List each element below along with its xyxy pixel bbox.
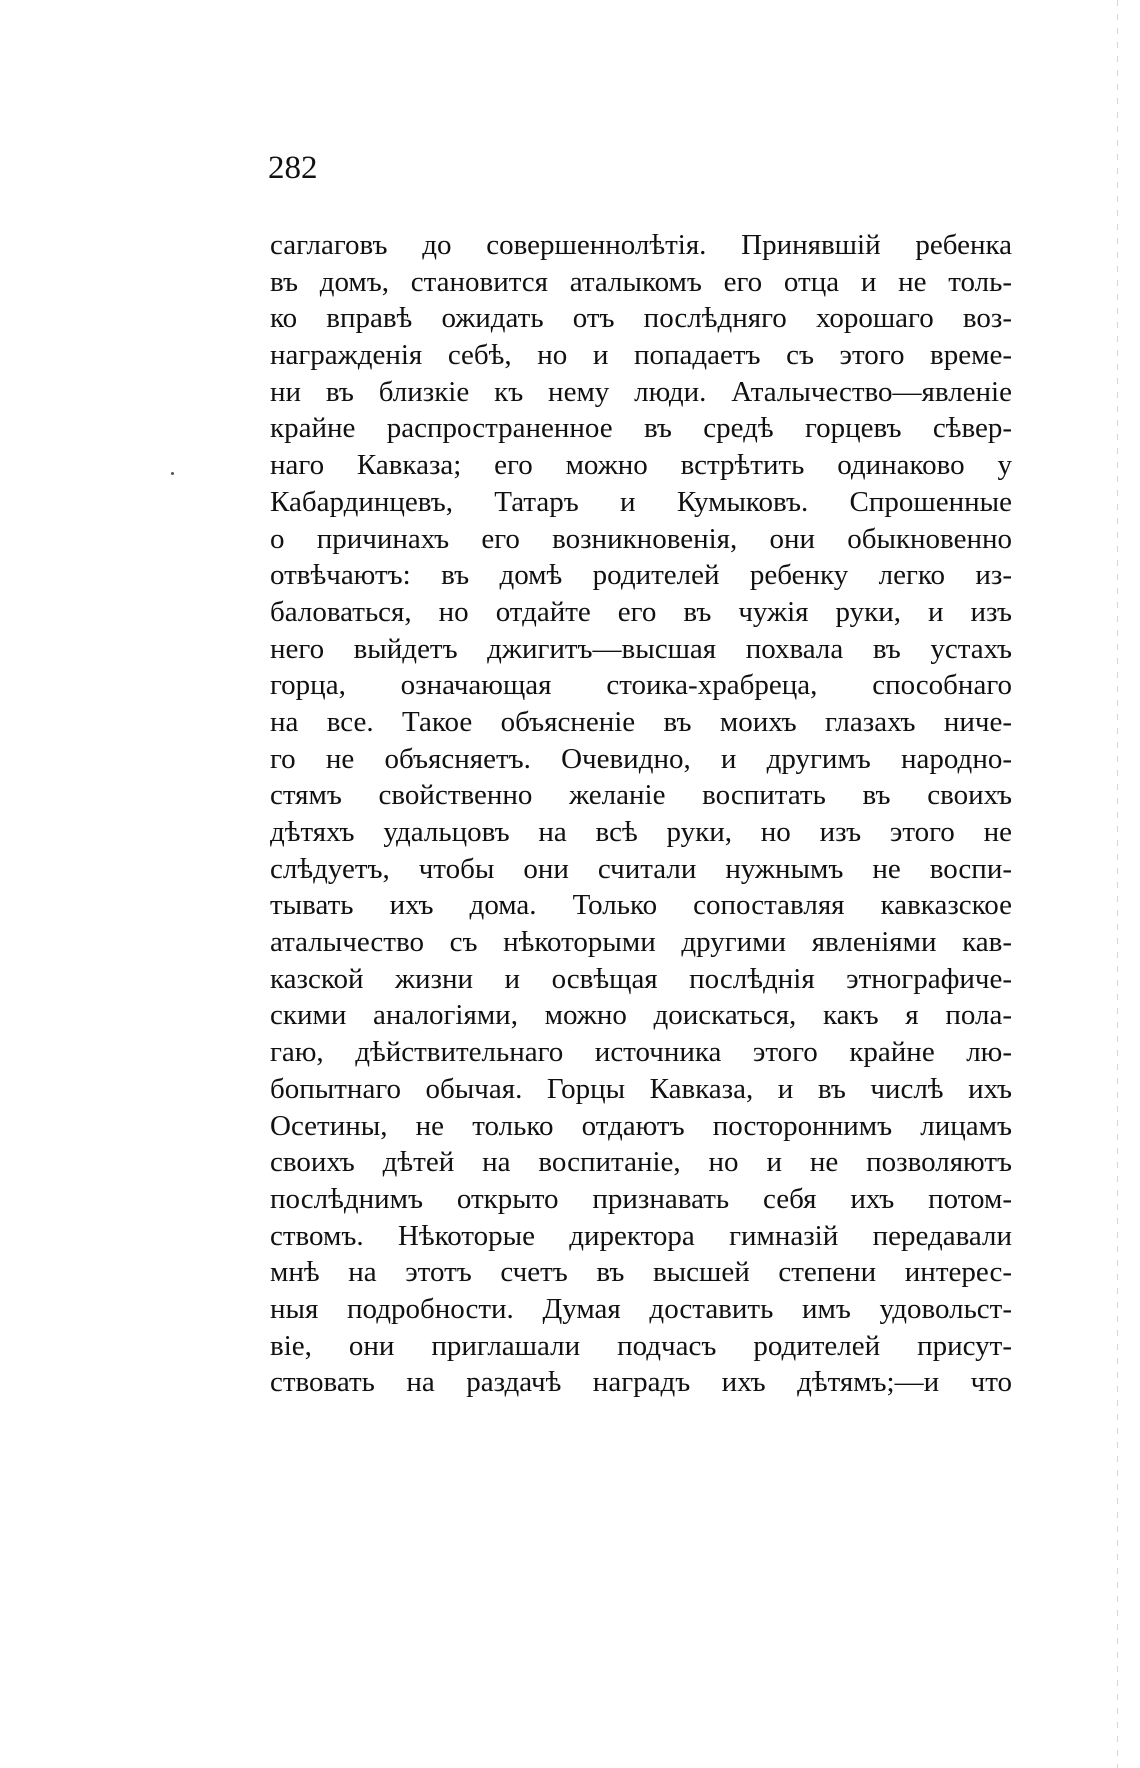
text-line: аталычество съ нѣкоторыми другими явленіями кав- <box>270 926 1012 959</box>
text-line: послѣднимъ открыто признавать себя ихъ потом- <box>270 1182 1012 1215</box>
text-line: стямъ свойственно желаніе воспитать въ своихъ <box>270 779 1012 812</box>
text-line: отвѣчаютъ: въ домѣ родителей ребенку легко из- <box>270 559 1012 592</box>
text-line: дѣтяхъ удальцовъ на всѣ руки, но изъ этого не <box>270 816 1012 848</box>
text-line: Кабардинцевъ, Татаръ и Кумыковъ. Спрошенные <box>270 485 1012 518</box>
text-line: скими аналогіями, можно доискаться, какъ я пола- <box>270 999 1012 1032</box>
text-line: ныя подробности. Думая доставить имъ удовольст- <box>270 1292 1012 1325</box>
text-line: своихъ дѣтей на воспитаніе, но и не позволяютъ <box>270 1146 1012 1179</box>
text-line: баловаться, но отдайте его въ чужія руки, и изъ <box>270 595 1012 628</box>
text-line: саглаговъ до совершеннолѣтія. Принявшій ребенка <box>270 229 1012 261</box>
text-line: ствовать на раздачѣ наградъ ихъ дѣтямъ;—и что <box>270 1366 1012 1399</box>
text-line: ствомъ. Нѣкоторые директора гимназій передавали <box>270 1219 1012 1252</box>
text-line: на все. Такое объясненіе въ моихъ глазахъ ниче- <box>270 705 1012 738</box>
text-line: віе, они приглашали подчасъ родителей присут- <box>270 1329 1012 1362</box>
text-line: крайне распространенное въ средѣ горцевъ сѣвер- <box>270 412 1012 445</box>
text-line: наго Кавказа; его можно встрѣтить одинаково у <box>270 449 1012 482</box>
text-line: о причинахъ его возникновенія, они обыкновенно <box>270 522 1012 555</box>
page-number: 282 <box>268 150 318 186</box>
text-line: ни въ близкіе къ нему люди. Аталычество—явленіе <box>270 375 1012 408</box>
margin-speck <box>171 472 174 475</box>
text-line: мнѣ на этотъ счетъ въ высшей степени интерес- <box>270 1256 1012 1289</box>
text-line: него выйдетъ джигитъ—высшая похвала въ устахъ <box>270 632 1012 665</box>
text-line: го не объясняетъ. Очевидно, и другимъ народно- <box>270 742 1012 775</box>
text-line: горца, означающая стоика-храбреца, способнаго <box>270 669 1012 702</box>
text-line: бопытнаго обычая. Горцы Кавказа, и въ числѣ ихъ <box>270 1072 1012 1105</box>
text-line: Осетины, не только отдаютъ постороннимъ лицамъ <box>270 1109 1012 1142</box>
text-line: гаю, дѣйствительнаго источника этого крайне лю- <box>270 1036 1012 1069</box>
text-line: слѣдуетъ, чтобы они считали нужнымъ не воспи- <box>270 852 1012 885</box>
text-line: въ домъ, становится аталыкомъ его отца и не толь- <box>270 265 1012 298</box>
text-line: тывать ихъ дома. Только сопоставляя кавказское <box>270 889 1012 922</box>
scan-edge-line <box>1117 0 1118 1768</box>
text-line: ко вправѣ ожидать отъ послѣдняго хорошаго воз- <box>270 302 1012 335</box>
body-text <box>270 227 1012 1401</box>
text-line: награжденія себѣ, но и попадаетъ съ этого време- <box>270 339 1012 372</box>
text-line: казской жизни и освѣщая послѣднія этнографиче- <box>270 962 1012 995</box>
